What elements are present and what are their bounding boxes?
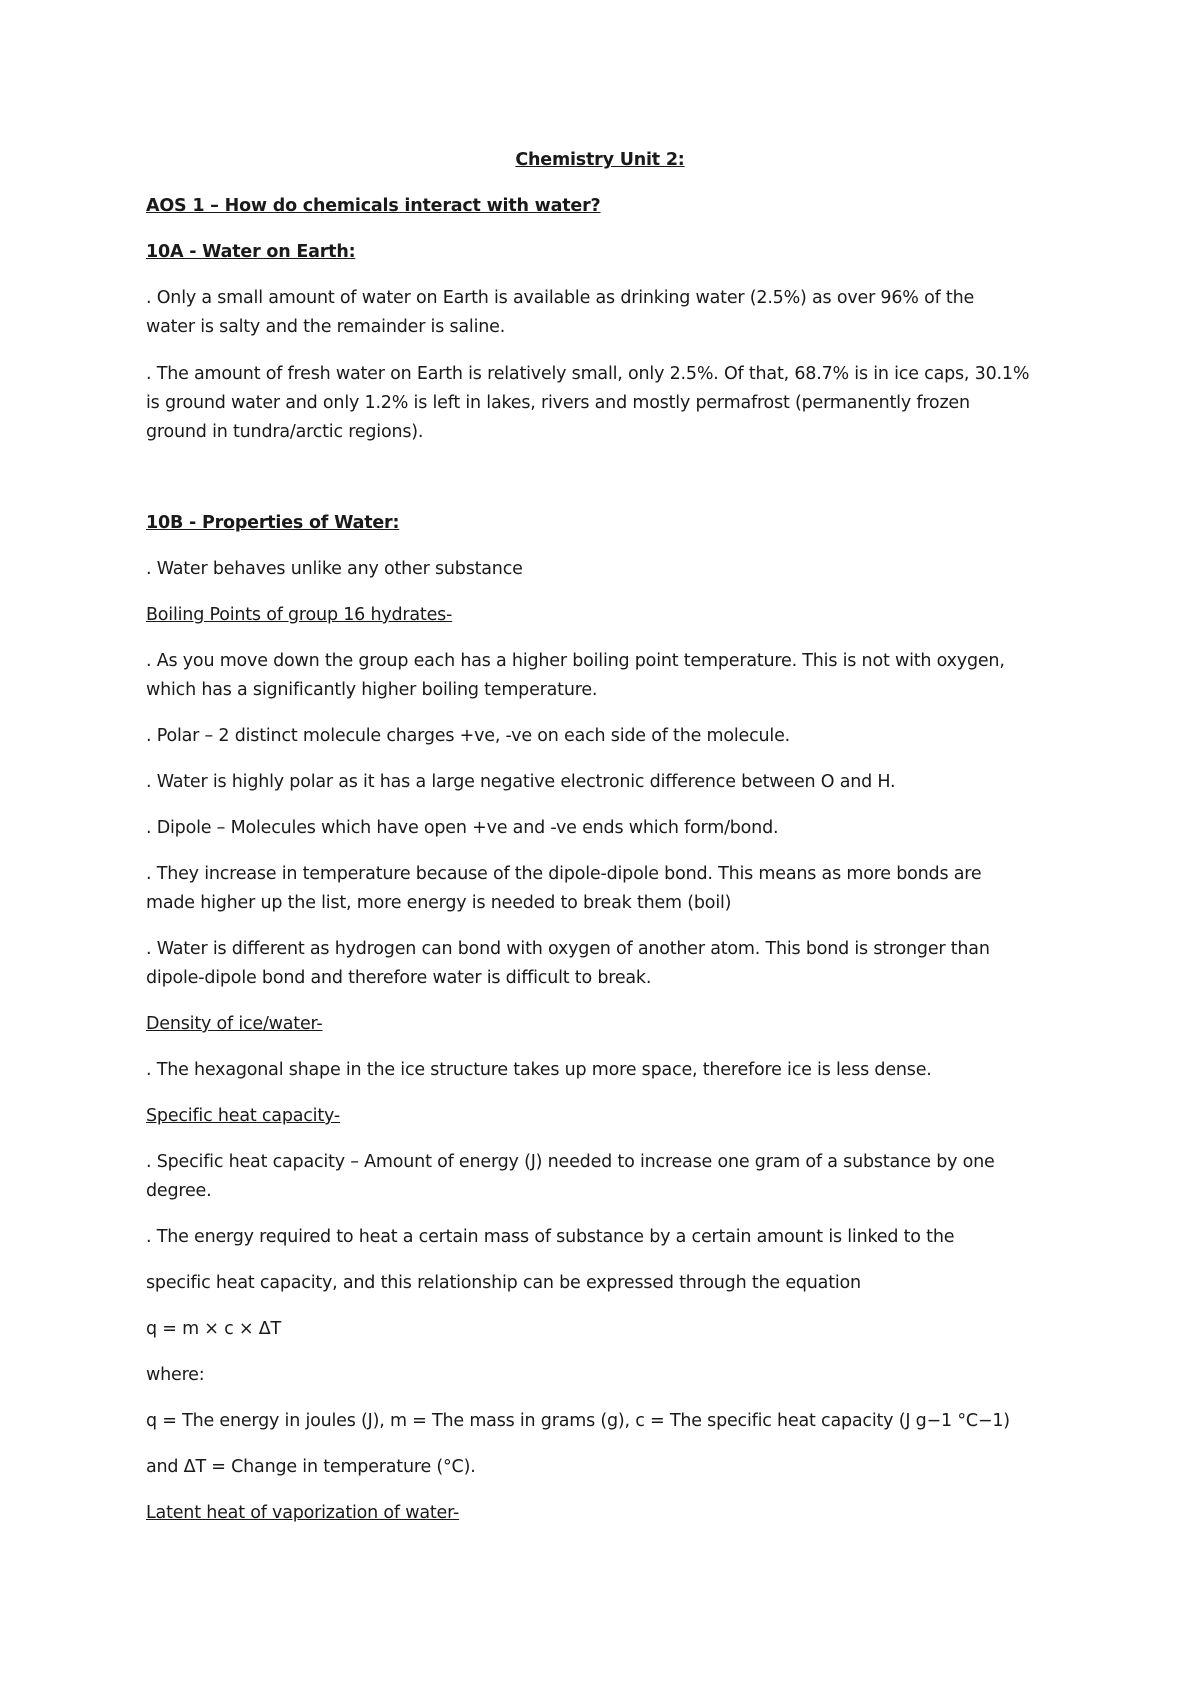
paragraph-line: dipole-dipole bond and therefore water is difficult to break.: [146, 968, 652, 988]
paragraph-line: where:: [146, 1365, 205, 1385]
subheading-density: Density of ice/water-: [146, 1014, 323, 1034]
paragraph-line: specific heat capacity, and this relationship can be expressed through the equation: [146, 1273, 861, 1293]
paragraph-line: water is salty and the remainder is saline.: [146, 317, 506, 337]
paragraph-line: . Polar – 2 distinct molecule charges +ve, -ve on each side of the molecule.: [146, 726, 791, 746]
subheading-boiling-points: Boiling Points of group 16 hydrates-: [146, 605, 453, 625]
paragraph-line: . The amount of fresh water on Earth is relatively small, only 2.5%. Of that, 68.7% is in ice caps, 30.1%: [146, 364, 1030, 384]
paragraph-line: made higher up the list, more energy is needed to break them (boil): [146, 893, 732, 913]
subheading-latent-heat: Latent heat of vaporization of water-: [146, 1503, 460, 1523]
paragraph-line: q = The energy in joules (J), m = The mass in grams (g), c = The specific heat capacity (J g−1 °C−1): [146, 1411, 1010, 1431]
paragraph-line: . As you move down the group each has a higher boiling point temperature. This is not with oxygen,: [146, 651, 1005, 671]
paragraph-line: . Water is highly polar as it has a large negative electronic difference between O and H.: [146, 772, 896, 792]
paragraph-line: . Water is different as hydrogen can bond with oxygen of another atom. This bond is stronger than: [146, 939, 990, 959]
paragraph-line: . The hexagonal shape in the ice structure takes up more space, therefore ice is less dense.: [146, 1060, 932, 1080]
section-10a-heading: 10A - Water on Earth:: [146, 242, 356, 262]
paragraph-line: . The energy required to heat a certain mass of substance by a certain amount is linked to the: [146, 1227, 955, 1247]
paragraph-line: which has a significantly higher boiling temperature.: [146, 680, 598, 700]
aos-heading: AOS 1 – How do chemicals interact with water?: [146, 196, 601, 216]
document-title: Chemistry Unit 2:: [515, 150, 685, 170]
paragraph-line: . Specific heat capacity – Amount of energy (J) needed to increase one gram of a substance by one: [146, 1152, 995, 1172]
paragraph-line: . Water behaves unlike any other substance: [146, 559, 523, 579]
paragraph-line: . They increase in temperature because of the dipole-dipole bond. This means as more bonds are: [146, 864, 982, 884]
subheading-specific-heat: Specific heat capacity-: [146, 1106, 340, 1126]
paragraph-line: ground in tundra/arctic regions).: [146, 422, 424, 442]
paragraph-line: and ΔT = Change in temperature (°C).: [146, 1457, 476, 1477]
paragraph-line: degree.: [146, 1181, 212, 1201]
section-10b-heading: 10B - Properties of Water:: [146, 513, 400, 533]
paragraph-line: is ground water and only 1.2% is left in lakes, rivers and mostly permafrost (permanently frozen: [146, 393, 970, 413]
paragraph-line: . Only a small amount of water on Earth is available as drinking water (2.5%) as over 96% of the: [146, 288, 975, 308]
equation: q = m × c × ΔT: [146, 1319, 282, 1339]
paragraph-line: . Dipole – Molecules which have open +ve and -ve ends which form/bond.: [146, 818, 779, 838]
